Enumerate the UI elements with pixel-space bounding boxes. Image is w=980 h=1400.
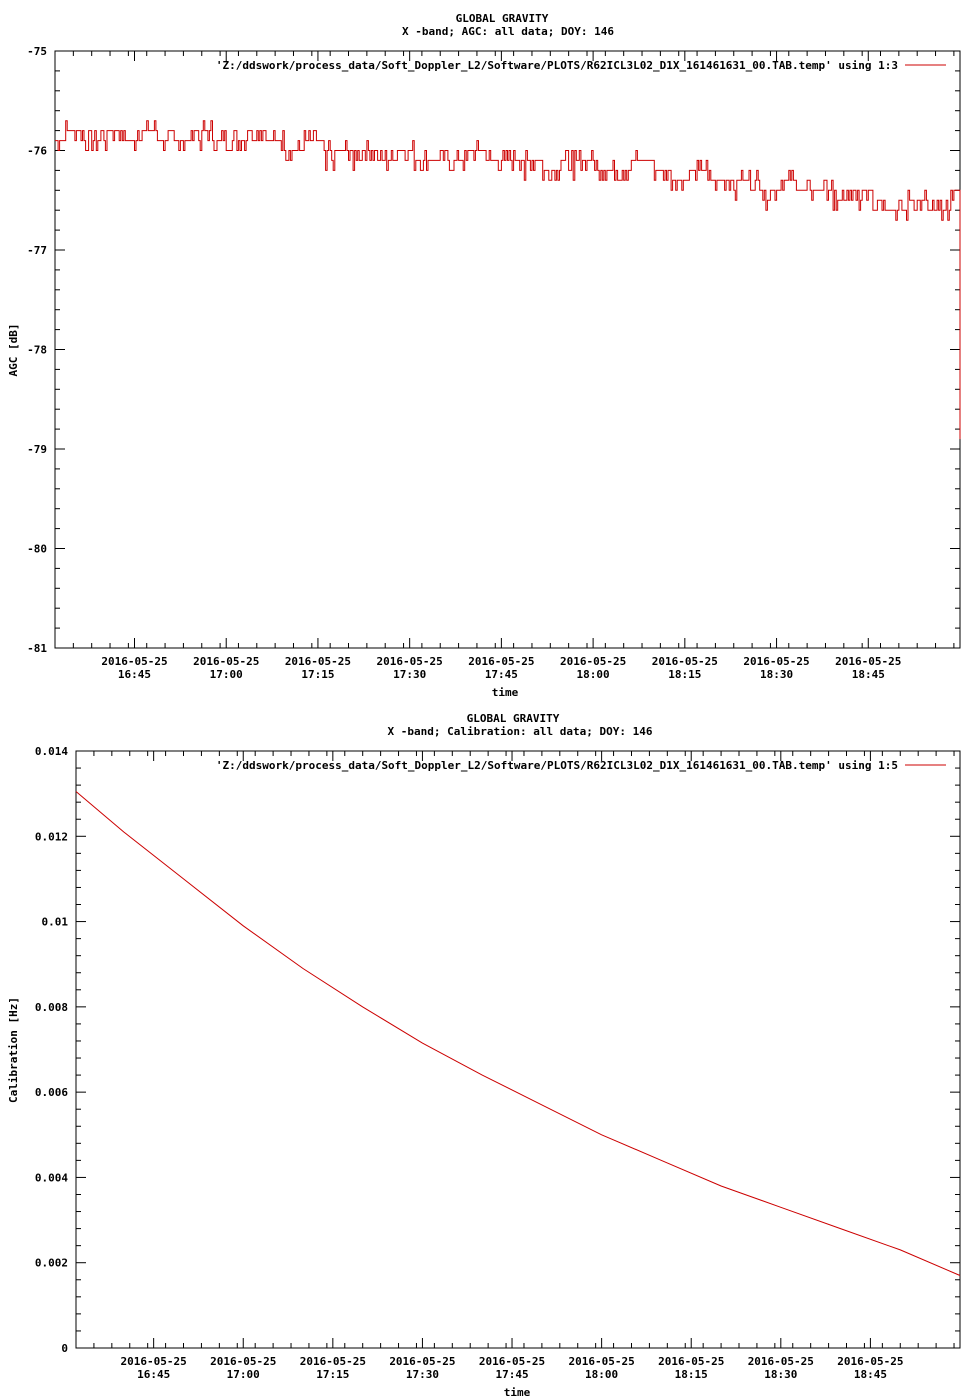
x-tick-date-label: 2016-05-25 (101, 655, 168, 668)
x-tick-date-label: 2016-05-25 (478, 1355, 546, 1368)
x-tick-time-label: 17:30 (405, 1368, 439, 1381)
agc-y-axis-label: AGC [dB] (7, 323, 20, 377)
x-tick-date-label: 2016-05-25 (747, 1355, 814, 1368)
x-tick-time-label: 17:45 (484, 668, 518, 681)
x-tick-date-label: 2016-05-25 (559, 655, 627, 668)
calibration-chart-title: GLOBAL GRAVITY (466, 712, 560, 725)
calibration-plot-frame (76, 751, 960, 1348)
agc-x-axis-label: time (491, 686, 519, 699)
agc-y-ticks (27, 45, 960, 655)
x-tick-date-label: 2016-05-25 (376, 655, 443, 668)
y-tick-label: 0.014 (34, 745, 68, 758)
x-tick-time-label: 17:15 (316, 1368, 350, 1381)
x-tick-date-label: 2016-05-25 (568, 1355, 635, 1368)
x-tick-time-label: 17:30 (393, 668, 427, 681)
y-tick-label: -75 (27, 45, 47, 58)
x-tick-date-label: 2016-05-25 (389, 1355, 456, 1368)
agc-x-ticks (55, 51, 954, 681)
y-tick-label: -76 (27, 144, 47, 158)
y-tick-label: -77 (27, 244, 47, 257)
y-tick-label: 0 (61, 1342, 68, 1355)
agc-chart (7, 12, 960, 699)
y-tick-label: 0.002 (34, 1256, 68, 1270)
y-tick-label: -80 (27, 542, 47, 556)
agc-legend (216, 59, 946, 72)
calibration-legend (216, 759, 946, 772)
calibration-legend-label: 'Z:/ddswork/process_data/Soft_Doppler_L2/Software/PLOTS/R62ICL3L02_D1X_161461631_00.TAB.temp' using 1:5 (215, 759, 898, 772)
x-tick-date-label: 2016-05-25 (284, 655, 352, 668)
x-tick-time-label: 17:45 (495, 1368, 529, 1381)
x-tick-time-label: 18:15 (668, 668, 702, 681)
x-tick-date-label: 2016-05-25 (210, 1355, 277, 1368)
calibration-y-axis-label: Calibration [Hz] (7, 997, 20, 1103)
agc-series-line (55, 121, 960, 439)
agc-chart-title: GLOBAL GRAVITY (455, 12, 549, 25)
x-tick-date-label: 2016-05-25 (651, 655, 718, 668)
x-tick-date-label: 2016-05-25 (299, 1355, 366, 1368)
x-tick-time-label: 18:00 (576, 668, 610, 681)
x-tick-date-label: 2016-05-25 (120, 1355, 187, 1368)
calibration-chart-subtitle: X -band; Calibration: all data; DOY: 146 (387, 725, 653, 738)
x-tick-date-label: 2016-05-25 (468, 655, 535, 668)
y-tick-label: 0.01 (41, 915, 68, 929)
x-tick-time-label: 18:45 (853, 1368, 887, 1381)
x-tick-time-label: 18:45 (851, 668, 885, 681)
x-tick-date-label: 2016-05-25 (837, 1355, 904, 1368)
y-tick-label: 0.006 (34, 1086, 68, 1100)
x-tick-time-label: 16:45 (117, 668, 152, 681)
y-tick-label: 0.008 (34, 1000, 68, 1014)
calibration-y-ticks (35, 745, 960, 1355)
x-tick-time-label: 18:15 (674, 1368, 708, 1381)
x-tick-date-label: 2016-05-25 (193, 655, 260, 668)
x-tick-time-label: 18:00 (585, 1368, 619, 1381)
x-tick-time-label: 17:15 (301, 668, 335, 681)
x-tick-time-label: 18:30 (759, 668, 794, 681)
y-tick-label: -81 (27, 642, 47, 655)
x-tick-date-label: 2016-05-25 (658, 1355, 725, 1368)
x-tick-date-label: 2016-05-25 (743, 655, 810, 668)
x-tick-time-label: 16:45 (137, 1368, 171, 1381)
x-tick-date-label: 2016-05-25 (835, 655, 902, 668)
agc-chart-subtitle: X -band; AGC: all data; DOY: 146 (402, 25, 614, 38)
calibration-series-line (76, 792, 960, 1276)
x-tick-time-label: 17:00 (209, 668, 243, 681)
x-tick-time-label: 18:30 (764, 1368, 798, 1381)
y-tick-label: -78 (27, 343, 47, 357)
calibration-x-ticks (76, 751, 954, 1381)
calibration-chart (7, 712, 960, 1399)
calibration-x-axis-label: time (503, 1386, 531, 1399)
y-tick-label: -79 (27, 443, 47, 456)
y-tick-label: 0.004 (34, 1171, 68, 1185)
agc-legend-label: 'Z:/ddswork/process_data/Soft_Doppler_L2/Software/PLOTS/R62ICL3L02_D1X_161461631_00.TAB.temp' using 1:3 (215, 59, 898, 72)
x-tick-time-label: 17:00 (226, 1368, 260, 1381)
y-tick-label: 0.012 (34, 830, 68, 844)
